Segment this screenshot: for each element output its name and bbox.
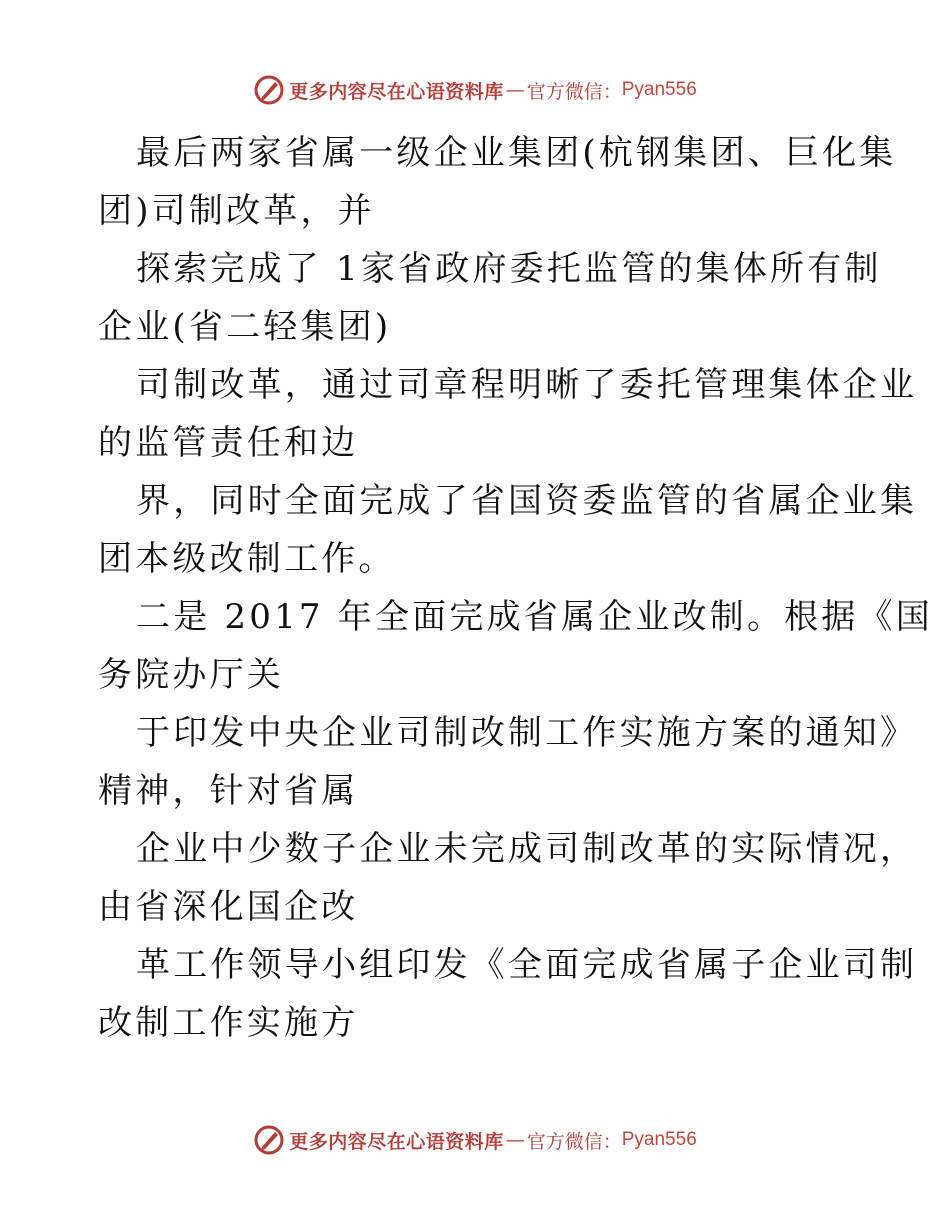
- banner-separator: —: [505, 1129, 525, 1151]
- footer-banner: [0, 1122, 950, 1158]
- paragraph: [98, 356, 918, 472]
- paragraph-line: 最后两家省属一级企业集团(杭钢集团、巨化集: [136, 133, 897, 173]
- paragraph-line: 革工作领导小组印发《全面完成省属子企业司制: [136, 945, 918, 985]
- paragraph-line: 二是 2017 年全面完成省属企业改制。根据《国: [136, 597, 933, 637]
- paragraph: [98, 704, 918, 820]
- banner-wechat-id: Pyan556: [621, 1129, 697, 1150]
- paragraph: [98, 124, 897, 240]
- paragraph-line: 团本级改制工作。: [98, 539, 396, 579]
- banner-main-text: 更多内容尽在心语资料库: [289, 1130, 504, 1153]
- paragraph: [98, 240, 882, 356]
- paragraph-line: 探索完成了 1家省政府委托监管的集体所有制: [136, 249, 882, 289]
- paragraph-line: 于印发中央企业司制改制工作实施方案的通知》: [136, 713, 918, 753]
- paragraph-line: 企业(省二轻集团): [98, 307, 392, 347]
- paragraph-line: 司制改革，通过司章程明晰了委托管理集体企业: [136, 365, 918, 405]
- paragraph-line: 改制工作实施方: [98, 1003, 359, 1043]
- banner-wechat-label: 官方微信：: [526, 80, 622, 103]
- banner-wechat-id: Pyan556: [621, 79, 697, 100]
- paragraph-line: 的监管责任和边: [98, 423, 359, 463]
- quill-logo-icon: [253, 74, 285, 106]
- document-body: [98, 124, 933, 1052]
- paragraph-line: 企业中少数子企业未完成司制改革的实际情况，: [136, 829, 918, 869]
- paragraph-line: 务院办厅关: [98, 655, 284, 695]
- paragraph: [98, 820, 918, 936]
- banner-separator: —: [505, 79, 525, 101]
- paragraph-line: 由省深化国企改: [98, 887, 359, 927]
- header-banner: [0, 72, 950, 108]
- quill-logo-icon: [253, 1124, 285, 1156]
- paragraph-line: 界，同时全面完成了省国资委监管的省属企业集: [136, 481, 918, 521]
- banner-wechat-label: 官方微信：: [526, 1130, 622, 1153]
- paragraph: [98, 472, 918, 588]
- paragraph: [98, 936, 918, 1052]
- paragraph-line: 团)司制改革，并: [98, 191, 375, 231]
- paragraph-line: 精神，针对省属: [98, 771, 359, 811]
- paragraph: [98, 588, 933, 704]
- banner-main-text: 更多内容尽在心语资料库: [289, 80, 504, 103]
